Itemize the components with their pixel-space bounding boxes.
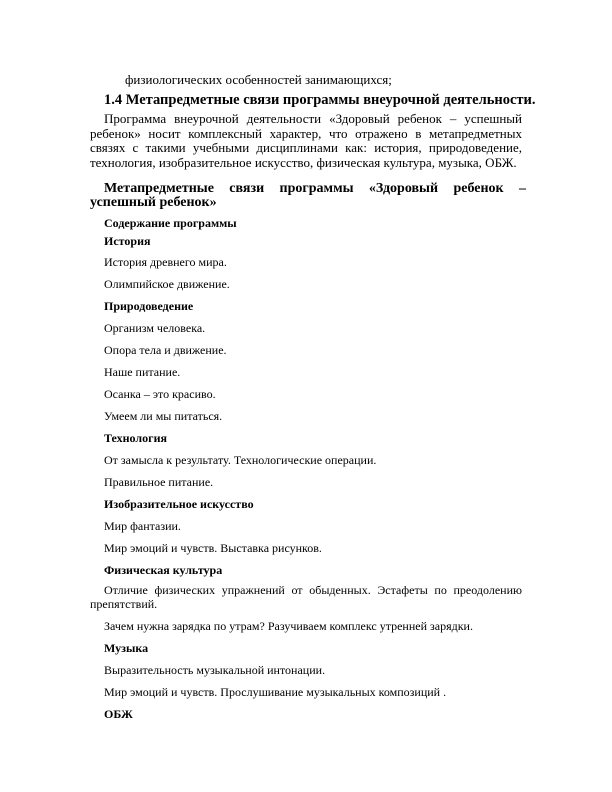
subject-title-obzh: ОБЖ [104,707,133,721]
content-label: Содержание программы [104,216,237,230]
list-item: Отличие физических упражнений от обыденных. Эстафеты по преодолению препятствий. [90,583,522,611]
subject-title-technology: Технология [104,431,167,445]
list-item: Организм человека. [104,321,206,335]
subject-title-music: Музыка [104,641,149,655]
list-item: Мир эмоций и чувств. Прослушивание музыкальных композиций . [104,685,447,699]
subheading: Метапредметные связи программы «Здоровый ребенок – успешный ребенок» [90,181,526,210]
subject-title-nature: Природоведение [104,299,194,313]
continued-list-line: физиологических особенностей занимающихся; [125,72,392,87]
list-item: Опора тела и движение. [104,343,227,357]
list-item: Олимпийское движение. [104,277,230,291]
list-item: История древнего мира. [104,255,227,269]
list-item: Зачем нужна зарядка по утрам? Разучиваем комплекс утренней зарядки. [104,619,473,633]
list-item: От замысла к результату. Технологические операции. [104,453,377,467]
list-item: Выразительность музыкальной интонации. [104,663,326,677]
list-item: Мир эмоций и чувств. Выставка рисунков. [104,541,322,555]
list-item: Мир фантазии. [104,519,181,533]
list-item: Умеем ли мы питаться. [104,409,223,423]
list-item: Осанка – это красиво. [104,387,216,401]
intro-paragraph: Программа внеурочной деятельности «Здоровый ребенок – успешный ребенок» носит комплексный характер, что отражено в метапредметных связях с такими учебными дисциплинами как: история, природоведение, технология, изобразительное искусство, физическая культура, музыка, ОБЖ. [90,111,522,170]
subject-title-history: История [104,234,151,248]
list-item: Правильное питание. [104,475,214,489]
subject-title-art: Изобразительное искусство [104,497,254,511]
section-heading: 1.4 Метапредметные связи программы внеурочной деятельности. [104,92,536,108]
subject-title-pe: Физическая культура [104,563,223,577]
list-item: Наше питание. [104,365,181,379]
